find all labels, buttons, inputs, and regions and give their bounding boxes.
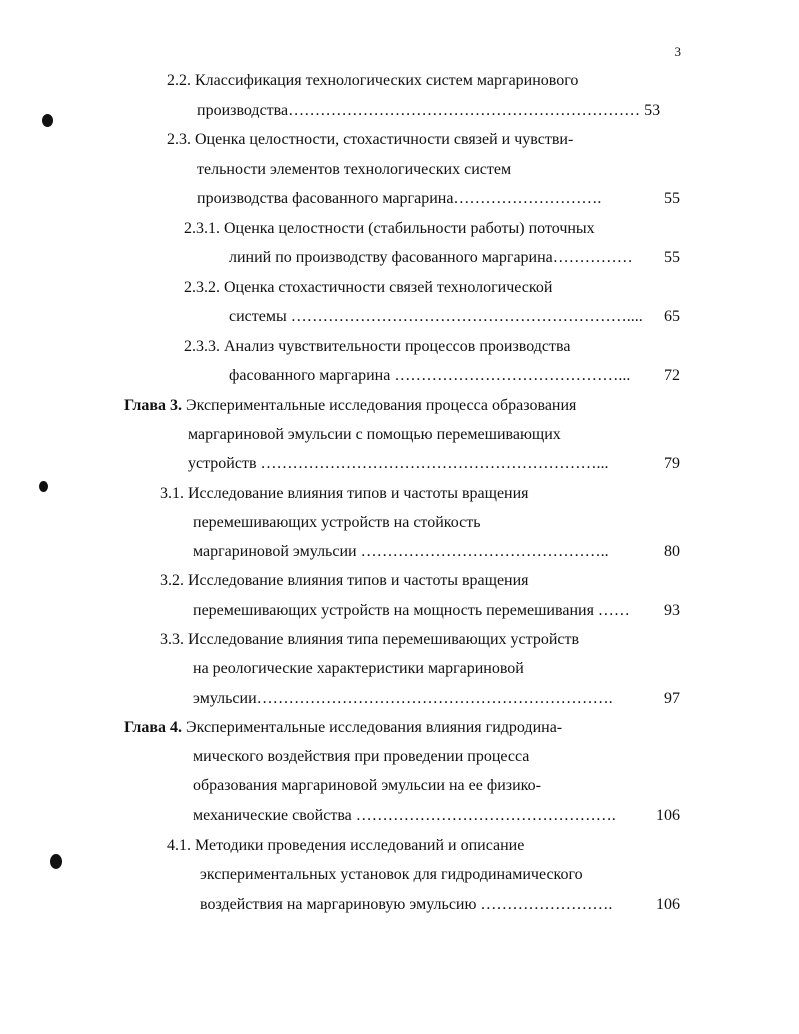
toc-line: 2.2. Классификация технологических систем маргаринового [167, 72, 579, 89]
toc-line: на реологические характеристики маргариновой [193, 660, 524, 677]
toc-line: 2.3.1. Оценка целостности (стабильности работы) поточных [184, 220, 595, 237]
page-number: 3 [674, 44, 681, 59]
toc-page-number: 55 [664, 249, 680, 266]
toc-line: линий по производству фасованного маргарина…………… [229, 249, 633, 266]
chapter-title: Экспериментальные исследования влияния гидродина- [186, 719, 563, 736]
toc-line: 4.1. Методики проведения исследований и описание [167, 837, 525, 854]
toc-line: воздействия на маргариновую эмульсию ……………………. [200, 896, 613, 913]
chapter-title: Экспериментальные исследования процесса образования [186, 397, 577, 414]
toc-line: 2.3.3. Анализ чувствительности процессов производства [184, 338, 571, 355]
toc-page-number: 65 [664, 308, 680, 325]
toc-line: производства фасованного маргарина………………………. [197, 190, 602, 207]
toc-page-number: 72 [664, 367, 680, 384]
toc-page-number: 93 [664, 602, 680, 619]
toc-line: образования маргариновой эмульсии на ее физико- [193, 777, 541, 794]
toc-line: экспериментальных установок для гидродинамического [200, 866, 583, 883]
toc-line: механические свойства …………………………………………. [193, 807, 616, 824]
toc-line: перемешивающих устройств на мощность перемешивания …… [193, 602, 630, 619]
toc-line: эмульсии…………………………………………………………. [193, 690, 613, 707]
toc-page-number: 97 [664, 690, 680, 707]
toc-line: маргариновой эмульсии ……………………………………….. [193, 543, 609, 560]
toc-line: устройств ………………………………………………………... [188, 455, 609, 472]
toc-line: перемешивающих устройств на стойкость [193, 514, 481, 531]
toc-line: тельности элементов технологических систем [197, 161, 512, 178]
chapter-label: Глава 3. [124, 397, 182, 414]
toc-page-number: 79 [664, 455, 680, 472]
scan-spot [39, 481, 48, 492]
toc-line: маргариновой эмульсии с помощью перемешивающих [188, 426, 561, 443]
toc-line: производства………………………………………………………… 53 [197, 102, 661, 119]
toc-line [124, 718, 562, 738]
toc-line: мического воздействия при проведении процесса [193, 748, 530, 765]
scan-spot [50, 854, 62, 869]
chapter-label: Глава 4. [124, 719, 182, 736]
toc-page-number: 80 [664, 543, 680, 560]
toc-line: 2.3.2. Оценка стохастичности связей технологической [184, 279, 553, 296]
scan-spot [42, 114, 53, 127]
toc-line: фасованного маргарина ……………………………………... [229, 367, 631, 384]
toc-page-number: 55 [664, 190, 680, 207]
toc-line: 3.1. Исследование влияния типов и частоты вращения [160, 485, 529, 502]
toc-line [124, 396, 576, 416]
toc-line: 3.3. Исследование влияния типа перемешивающих устройств [160, 631, 580, 648]
toc-line: системы ……………………………………………………….... [229, 308, 643, 325]
toc-page-number: 106 [656, 896, 680, 913]
toc-line: 3.2. Исследование влияния типов и частоты вращения [160, 572, 529, 589]
toc-line: 2.3. Оценка целостности, стохастичности связей и чувстви- [167, 131, 574, 148]
toc-page-number: 106 [656, 807, 680, 824]
